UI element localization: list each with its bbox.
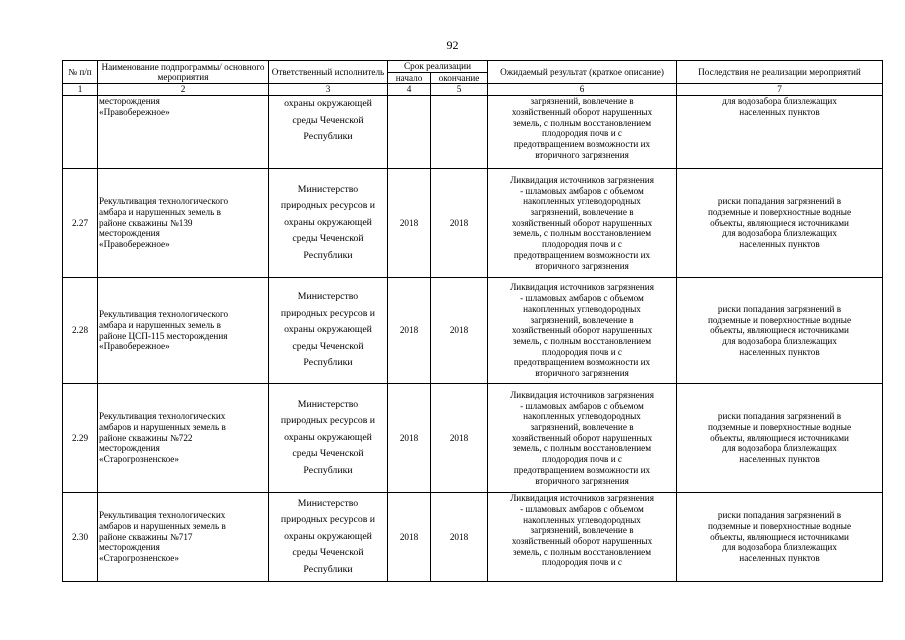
- text-line: амбаров и нарушенных земель в: [99, 521, 226, 532]
- text-line: накопленных углеводородных: [523, 514, 641, 525]
- text-line: хозяйственный оборот нарушенных: [511, 535, 653, 546]
- cont-num: [63, 96, 98, 169]
- text-line: Республики: [303, 357, 353, 369]
- text-line: объекты, являющиеся источниками: [710, 217, 849, 228]
- page-number: 92: [446, 38, 459, 52]
- row-consequences: [677, 169, 883, 278]
- text-line: накопленных углеводородных: [523, 303, 641, 314]
- text-line: Ликвидация источников загрязнения: [510, 282, 654, 293]
- text-line: земель, с полным восстановлением: [512, 228, 652, 239]
- row-end-year: 2018: [431, 169, 488, 278]
- text-line: вторичного загрязнения: [535, 260, 629, 271]
- row-measure-name: [98, 384, 269, 493]
- text-line: вторичного загрязнения: [535, 368, 629, 379]
- row-end-year: 2018: [431, 384, 488, 493]
- text-line: хозяйственный оборот нарушенных: [511, 325, 653, 336]
- text-line: объекты, являющиеся источниками: [710, 531, 849, 542]
- text-line: хозяйственный оборот нарушенных: [511, 432, 653, 443]
- header-period: Срок реализации: [388, 61, 488, 73]
- text-line: вторичного загрязнения: [535, 149, 629, 160]
- cont-consequences: [677, 96, 883, 169]
- text-line: населенных пунктов: [739, 106, 820, 117]
- text-line: природных ресурсов и: [280, 200, 376, 212]
- text-line: плодородия почв и с: [542, 346, 622, 357]
- text-line: накопленных углеводородных: [523, 196, 641, 207]
- text-line: районе скважины №139: [99, 217, 193, 228]
- text-line: среды Чеченской: [292, 233, 364, 245]
- text-line: - шламовых амбаров с объемом: [520, 400, 644, 411]
- cont-responsible: [269, 96, 388, 169]
- text-line: загрязнений, вовлечение в: [530, 96, 634, 107]
- table-row: [63, 493, 883, 582]
- text-line: земель, с полным восстановлением: [512, 117, 652, 128]
- header-start: начало: [388, 72, 431, 84]
- text-line: охраны окружающей: [284, 324, 372, 336]
- text-line: Министерство: [297, 398, 359, 410]
- text-line: амбаров и нарушенных земель в: [99, 422, 226, 433]
- text-line: предотвращением возможности их: [513, 357, 651, 368]
- text-line: Рекультивация технологических: [99, 411, 226, 422]
- text-line: объекты, являющиеся источниками: [710, 325, 849, 336]
- text-line: населенных пунктов: [739, 239, 820, 250]
- text-line: Ликвидация источников загрязнения: [510, 493, 654, 504]
- text-line: населенных пунктов: [739, 454, 820, 465]
- column-number: 1: [63, 84, 98, 96]
- text-line: «Старогрозненское»: [99, 553, 179, 564]
- text-line: Министерство: [297, 497, 359, 509]
- cont-name: [98, 96, 269, 169]
- row-consequences: [677, 493, 883, 582]
- text-line: «Правобережное»: [99, 106, 170, 117]
- row-responsible: [269, 169, 388, 278]
- text-line: риски попадания загрязнений в: [717, 411, 842, 422]
- text-line: Республики: [303, 249, 353, 261]
- text-line: «Правобережное»: [99, 239, 170, 250]
- text-line: предотвращением возможности их: [513, 464, 651, 475]
- row-end-year: 2018: [431, 278, 488, 384]
- text-line: Министерство: [297, 291, 359, 303]
- cont-start: [388, 96, 431, 169]
- text-line: охраны окружающей: [284, 216, 372, 228]
- text-line: Ликвидация источников загрязнения: [510, 174, 654, 185]
- text-line: амбара и нарушенных земель в: [99, 319, 221, 330]
- header-responsible: Ответственный исполнитель: [269, 61, 388, 84]
- table-row: [63, 384, 883, 493]
- text-line: охраны окружающей: [284, 431, 372, 443]
- continuation-row: [63, 96, 883, 169]
- text-line: природных ресурсов и: [280, 415, 376, 427]
- text-line: вторичного загрязнения: [535, 475, 629, 486]
- text-line: охраны окружающей: [284, 530, 372, 542]
- text-line: подземные и поверхностные водные: [707, 521, 852, 532]
- text-line: районе скважины №722: [99, 432, 193, 443]
- row-number: 2.27: [63, 169, 98, 278]
- row-number: 2.30: [63, 493, 98, 582]
- row-measure-name: [98, 493, 269, 582]
- text-line: Рекультивация технологического: [99, 196, 229, 207]
- row-consequences: [677, 384, 883, 493]
- text-line: объекты, являющиеся источниками: [710, 432, 849, 443]
- column-number: 5: [431, 84, 488, 96]
- row-responsible: [269, 384, 388, 493]
- text-line: районе ЦСП-115 месторождения: [99, 330, 228, 341]
- text-line: риски попадания загрязнений в: [717, 303, 842, 314]
- row-expected-result: [488, 384, 677, 493]
- row-start-year: 2018: [388, 169, 431, 278]
- row-expected-result: [488, 493, 677, 582]
- text-line: для водозабора близлежащих: [722, 335, 837, 346]
- row-responsible: [269, 493, 388, 582]
- row-end-year: 2018: [431, 493, 488, 582]
- text-line: месторождения: [99, 542, 160, 553]
- text-line: «Старогрозненское»: [99, 454, 179, 465]
- text-line: для водозабора близлежащих: [722, 96, 837, 107]
- row-number: 2.29: [63, 384, 98, 493]
- column-number: 7: [677, 84, 883, 96]
- text-line: плодородия почв и с: [542, 557, 622, 568]
- column-numbers-row: [63, 84, 883, 96]
- row-responsible: [269, 278, 388, 384]
- text-line: среды Чеченской: [292, 114, 364, 126]
- row-start-year: 2018: [388, 384, 431, 493]
- text-line: для водозабора близлежащих: [722, 443, 837, 454]
- text-line: - шламовых амбаров с объемом: [520, 185, 644, 196]
- cont-end: [431, 96, 488, 169]
- column-number: 3: [269, 84, 388, 96]
- text-line: хозяйственный оборот нарушенных: [511, 217, 653, 228]
- text-line: населенных пунктов: [739, 346, 820, 357]
- text-line: загрязнений, вовлечение в: [530, 314, 634, 325]
- text-line: Республики: [303, 563, 353, 575]
- text-line: земель, с полным восстановлением: [512, 443, 652, 454]
- text-line: месторождения: [99, 228, 160, 239]
- text-line: плодородия почв и с: [542, 454, 622, 465]
- text-line: среды Чеченской: [292, 340, 364, 352]
- header-name: Наименование подпрограммы/ основного мероприятия: [98, 61, 269, 84]
- table-row: [63, 169, 883, 278]
- text-line: для водозабора близлежащих: [722, 228, 837, 239]
- text-line: подземные и поверхностные водные: [707, 314, 852, 325]
- text-line: загрязнений, вовлечение в: [530, 207, 634, 218]
- text-line: предотвращением возможности их: [513, 138, 651, 149]
- text-line: Министерство: [297, 183, 359, 195]
- text-line: Республики: [303, 464, 353, 476]
- column-number: 4: [388, 84, 431, 96]
- text-line: Рекультивация технологического: [99, 309, 229, 320]
- text-line: природных ресурсов и: [280, 307, 376, 319]
- table-row: [63, 278, 883, 384]
- row-measure-name: [98, 278, 269, 384]
- row-expected-result: [488, 278, 677, 384]
- text-line: плодородия почв и с: [542, 239, 622, 250]
- text-line: риски попадания загрязнений в: [717, 196, 842, 207]
- text-line: «Правобережное»: [99, 341, 170, 352]
- column-number: 2: [98, 84, 269, 96]
- text-line: - шламовых амбаров с объемом: [520, 293, 644, 304]
- text-line: загрязнений, вовлечение в: [530, 422, 634, 433]
- text-line: населенных пунктов: [739, 553, 820, 564]
- text-line: охраны окружающей: [284, 98, 372, 110]
- text-line: месторождения: [99, 96, 160, 107]
- header-num: № п/п: [63, 61, 98, 84]
- row-start-year: 2018: [388, 278, 431, 384]
- text-line: Республики: [303, 131, 353, 143]
- column-number: 6: [488, 84, 677, 96]
- text-line: месторождения: [99, 443, 160, 454]
- header-row-top: [63, 61, 883, 73]
- row-measure-name: [98, 169, 269, 278]
- header-result: Ожидаемый результат (краткое описание): [488, 61, 677, 84]
- text-line: предотвращением возможности их: [513, 249, 651, 260]
- text-line: загрязнений, вовлечение в: [530, 525, 634, 536]
- text-line: для водозабора близлежащих: [722, 542, 837, 553]
- text-line: районе скважины №717: [99, 531, 193, 542]
- text-line: земель, с полным восстановлением: [512, 335, 652, 346]
- row-expected-result: [488, 169, 677, 278]
- row-consequences: [677, 278, 883, 384]
- text-line: подземные и поверхностные водные: [707, 422, 852, 433]
- text-line: среды Чеченской: [292, 448, 364, 460]
- text-line: природных ресурсов и: [280, 514, 376, 526]
- cont-result: [488, 96, 677, 169]
- row-number: 2.28: [63, 278, 98, 384]
- text-line: подземные и поверхностные водные: [707, 207, 852, 218]
- header-end: окончание: [431, 72, 488, 84]
- text-line: среды Чеченской: [292, 547, 364, 559]
- text-line: плодородия почв и с: [542, 128, 622, 139]
- text-line: накопленных углеводородных: [523, 411, 641, 422]
- text-line: хозяйственный оборот нарушенных: [511, 106, 653, 117]
- measures-table: [62, 60, 883, 582]
- row-start-year: 2018: [388, 493, 431, 582]
- text-line: - шламовых амбаров с объемом: [520, 503, 644, 514]
- text-line: амбара и нарушенных земель в: [99, 207, 221, 218]
- text-line: Рекультивация технологических: [99, 510, 226, 521]
- text-line: Ликвидация источников загрязнения: [510, 389, 654, 400]
- header-consequences: Последствия не реализации мероприятий: [677, 61, 883, 84]
- text-line: земель, с полным восстановлением: [512, 546, 652, 557]
- text-line: риски попадания загрязнений в: [717, 510, 842, 521]
